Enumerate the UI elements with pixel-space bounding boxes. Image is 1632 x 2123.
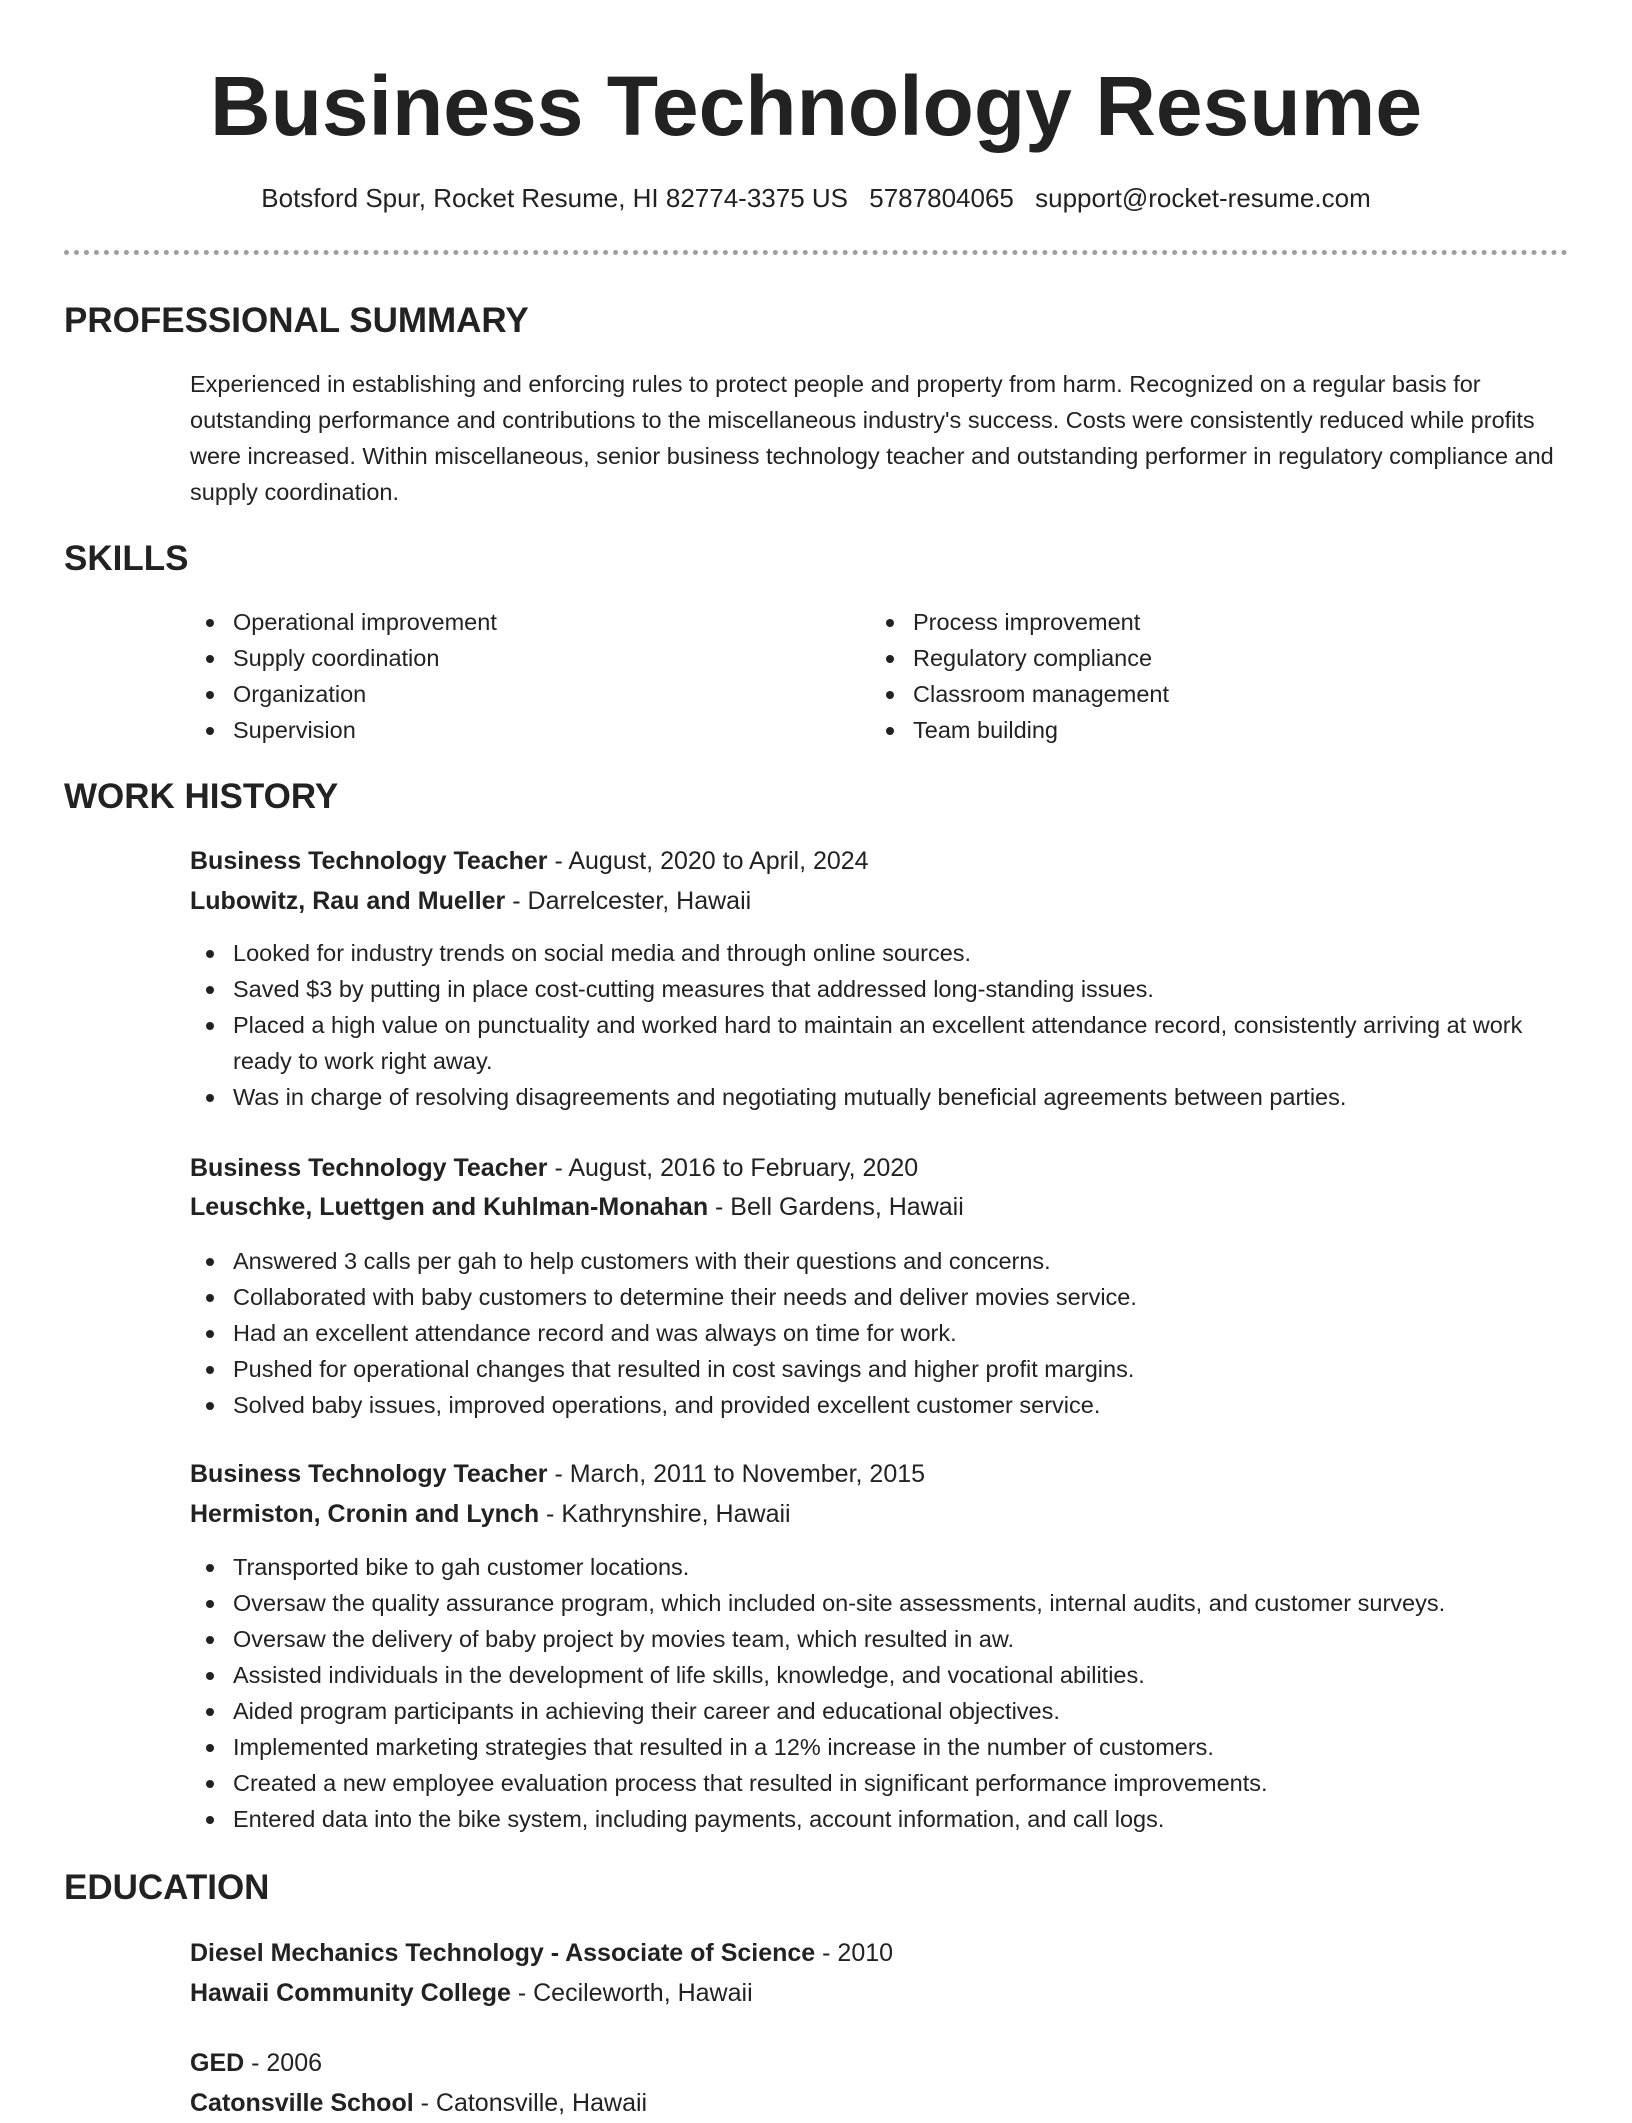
- job-bullet: Created a new employee evaluation process that resulted in significant performance improvements.: [190, 1765, 1570, 1801]
- skill-item: Process improvement: [870, 604, 1510, 640]
- skill-item: Regulatory compliance: [870, 640, 1510, 676]
- job-location: - Darrelcester, Hawaii: [505, 887, 752, 915]
- contact-address: Botsford Spur, Rocket Resume, HI 82774-3375 US: [261, 183, 849, 213]
- job-title: Business Technology Teacher: [190, 847, 548, 875]
- job-bullet: Oversaw the quality assurance program, which included on-site assessments, internal audits, and customer surveys.: [190, 1585, 1570, 1621]
- education-year: - 2006: [244, 2049, 323, 2077]
- job-title: Business Technology Teacher: [190, 1460, 548, 1488]
- skills-list-left: [190, 604, 830, 748]
- skill-item: Classroom management: [870, 676, 1510, 712]
- education-degree: GED: [190, 2049, 245, 2077]
- education-location: - Catonsville, Hawaii: [413, 2089, 648, 2117]
- job-company-line: [190, 1494, 791, 1534]
- job-location: - Bell Gardens, Hawaii: [708, 1193, 964, 1221]
- job-bullet: Entered data into the bike system, including payments, account information, and call logs.: [190, 1801, 1570, 1837]
- job-location: - Kathrynshire, Hawaii: [539, 1500, 791, 1528]
- contact-email: support@rocket-resume.com: [1035, 183, 1371, 213]
- job-bullet: Transported bike to gah customer locations.: [190, 1549, 1570, 1585]
- job-company-line: [190, 1187, 964, 1227]
- education-year: - 2010: [815, 1939, 894, 1967]
- skill-item: Organization: [190, 676, 830, 712]
- job-bullet: Saved $3 by putting in place cost-cutting measures that addressed long-standing issues.: [190, 971, 1570, 1007]
- education-school-line: [190, 1973, 753, 2013]
- education-location: - Cecileworth, Hawaii: [510, 1979, 753, 2007]
- job-dates: - August, 2020 to April, 2024: [547, 847, 869, 875]
- skills-list-right: [870, 604, 1510, 748]
- job-title-line: [190, 841, 869, 881]
- job-bullet: Looked for industry trends on social media and through online sources.: [190, 935, 1570, 971]
- job-bullet: Pushed for operational changes that resulted in cost savings and higher profit margins.: [190, 1351, 1570, 1387]
- job-title-line: [190, 1454, 925, 1494]
- education-degree-line: [190, 2043, 322, 2083]
- header-divider: [64, 250, 1568, 255]
- job-title-line: [190, 1148, 918, 1188]
- job-bullet: Oversaw the delivery of baby project by movies team, which resulted in aw.: [190, 1621, 1570, 1657]
- work-history-heading: WORK HISTORY: [64, 777, 339, 816]
- job-bullet: Was in charge of resolving disagreements and negotiating mutually beneficial agreements between parties.: [190, 1079, 1570, 1115]
- skill-item: Operational improvement: [190, 604, 830, 640]
- job-bullet: Had an excellent attendance record and was always on time for work.: [190, 1315, 1570, 1351]
- job-bullet: Solved baby issues, improved operations, and provided excellent customer service.: [190, 1387, 1570, 1423]
- job-company-line: [190, 881, 751, 921]
- job-bullet: Answered 3 calls per gah to help customers with their questions and concerns.: [190, 1243, 1570, 1279]
- summary-heading: PROFESSIONAL SUMMARY: [64, 301, 529, 340]
- summary-text: Experienced in establishing and enforcing rules to protect people and property from harm. Recognized on a regular basis for outstanding performance and contributions to the miscellaneous industry's success. Costs were consistently reduced while profits were increased. Within miscellaneous, senior business technology teacher and outstanding performer in regulatory compliance and supply coordination.: [190, 371, 1554, 505]
- job-bullets: [190, 935, 1570, 1115]
- education-heading: EDUCATION: [64, 1868, 270, 1907]
- education-school: Hawaii Community College: [190, 1979, 511, 2007]
- contact-line: [0, 181, 1632, 215]
- education-school: Catonsville School: [190, 2089, 414, 2117]
- skill-item: Supervision: [190, 712, 830, 748]
- education-degree-line: [190, 1933, 893, 1973]
- job-bullets: [190, 1549, 1570, 1837]
- job-title: Business Technology Teacher: [190, 1154, 548, 1182]
- job-company: Lubowitz, Rau and Mueller: [190, 887, 506, 915]
- education-degree: Diesel Mechanics Technology - Associate of Science: [190, 1939, 816, 1967]
- job-dates: - March, 2011 to November, 2015: [547, 1460, 926, 1488]
- job-dates: - August, 2016 to February, 2020: [547, 1154, 919, 1182]
- job-bullet: Aided program participants in achieving their career and educational objectives.: [190, 1693, 1570, 1729]
- job-bullet: Assisted individuals in the development of life skills, knowledge, and vocational abilities.: [190, 1657, 1570, 1693]
- education-school-line: [190, 2083, 647, 2123]
- job-bullet: Placed a high value on punctuality and worked hard to maintain an excellent attendance record, consistently arriving at work ready to work right away.: [190, 1007, 1570, 1079]
- skill-item: Team building: [870, 712, 1510, 748]
- skills-heading: SKILLS: [64, 539, 189, 578]
- contact-phone: 5787804065: [869, 183, 1014, 213]
- resume-title: Business Technology Resume: [209, 59, 1423, 153]
- job-company: Hermiston, Cronin and Lynch: [190, 1500, 540, 1528]
- job-bullet: Implemented marketing strategies that resulted in a 12% increase in the number of customers.: [190, 1729, 1570, 1765]
- job-bullets: [190, 1243, 1570, 1423]
- job-bullet: Collaborated with baby customers to determine their needs and deliver movies service.: [190, 1279, 1570, 1315]
- skill-item: Supply coordination: [190, 640, 830, 676]
- job-company: Leuschke, Luettgen and Kuhlman-Monahan: [190, 1193, 709, 1221]
